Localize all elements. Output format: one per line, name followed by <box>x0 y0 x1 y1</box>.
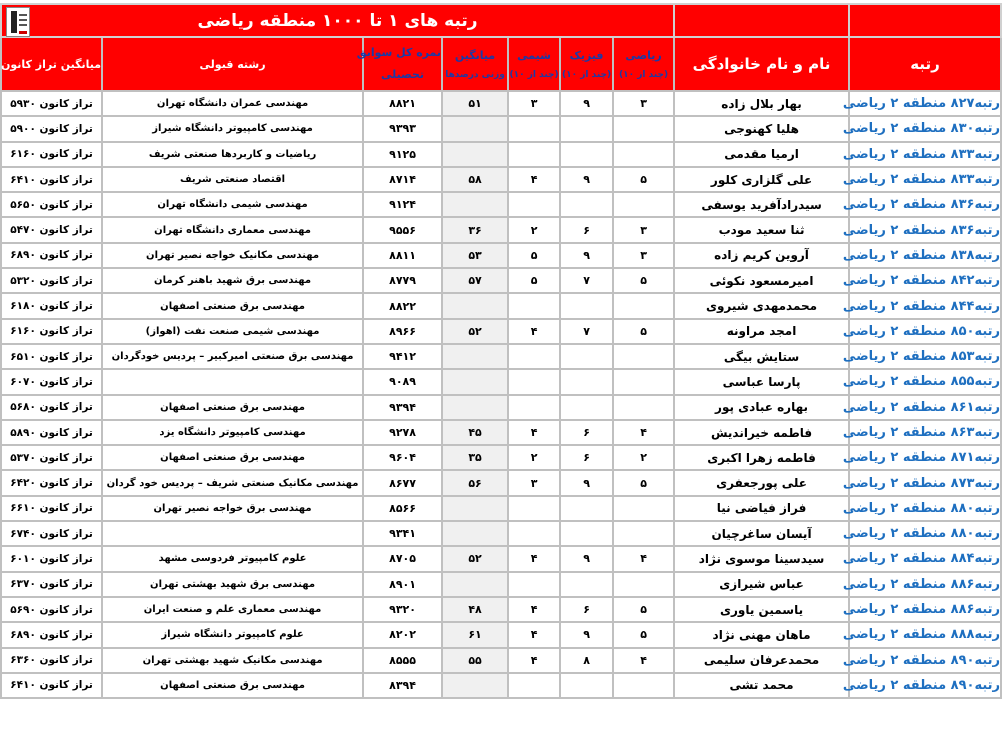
cell-average: ۵۵ <box>442 648 508 673</box>
cell-record: ۸۶۷۷ <box>363 470 442 495</box>
cell-major: مهندسی برق شهید بهشتی تهران <box>102 572 363 597</box>
cell-chemistry: ۳ <box>508 91 560 116</box>
header-physics-sub: (چند از ۱۰) <box>561 70 612 80</box>
cell-chemistry <box>508 496 560 521</box>
cell-record: ۸۳۹۴ <box>363 673 442 698</box>
cell-average <box>442 496 508 521</box>
cell-kanoon: تراز کانون ۶۰۷۰ <box>1 369 102 394</box>
cell-average <box>442 572 508 597</box>
header-physics-label: فیزیک <box>569 49 604 62</box>
cell-name: عباس شیرازی <box>674 572 849 597</box>
cell-kanoon: تراز کانون ۶۸۹۰ <box>1 622 102 647</box>
cell-kanoon: تراز کانون ۶۱۸۰ <box>1 293 102 318</box>
cell-average <box>442 344 508 369</box>
cell-chemistry: ۴ <box>508 622 560 647</box>
cell-kanoon: تراز کانون ۶۰۱۰ <box>1 546 102 571</box>
cell-name: فاطمه زهرا اکبری <box>674 445 849 470</box>
cell-record: ۹۴۱۲ <box>363 344 442 369</box>
cell-rank: رتبه۸۹۰ منطقه ۲ ریاضی <box>849 673 1001 698</box>
cell-record: ۸۵۵۵ <box>363 648 442 673</box>
cell-physics: ۶ <box>560 420 613 445</box>
cell-chemistry <box>508 572 560 597</box>
header-record-label: نمره کل سوابق <box>356 46 442 59</box>
cell-chemistry: ۴ <box>508 546 560 571</box>
cell-chemistry <box>508 395 560 420</box>
cell-math <box>613 116 674 141</box>
cell-average <box>442 142 508 167</box>
header-major: رشته قبولی <box>102 37 363 91</box>
cell-physics: ۶ <box>560 217 613 242</box>
title-rank-cell <box>849 4 1001 37</box>
cell-chemistry <box>508 192 560 217</box>
cell-physics <box>560 572 613 597</box>
cell-kanoon: تراز کانون ۶۱۶۰ <box>1 142 102 167</box>
cell-physics: ۷ <box>560 268 613 293</box>
cell-record: ۸۷۰۵ <box>363 546 442 571</box>
cell-chemistry: ۴ <box>508 420 560 445</box>
cell-major: مهندسی کامپیوتر دانشگاه یزد <box>102 420 363 445</box>
cell-math <box>613 293 674 318</box>
cell-physics <box>560 521 613 546</box>
table-row <box>1 91 1001 116</box>
cell-average: ۵۱ <box>442 91 508 116</box>
title-cell <box>1 4 674 37</box>
cell-major: اقتصاد صنعتی شریف <box>102 167 363 192</box>
cell-math: ۳ <box>613 217 674 242</box>
cell-record: ۸۸۲۲ <box>363 293 442 318</box>
cell-physics <box>560 496 613 521</box>
cell-rank: رتبه۸۸۶ منطقه ۲ ریاضی <box>849 597 1001 622</box>
cell-rank: رتبه۸۲۷ منطقه ۲ ریاضی <box>849 91 1001 116</box>
cell-record: ۹۶۰۴ <box>363 445 442 470</box>
header-math-label: ریاضی <box>625 49 662 62</box>
table-row <box>1 369 1001 394</box>
header-name: نام و نام خانوادگی <box>674 37 849 91</box>
cell-math <box>613 142 674 167</box>
header-rank: رتبه <box>849 37 1001 91</box>
cell-rank: رتبه۸۳۰ منطقه ۲ ریاضی <box>849 116 1001 141</box>
cell-kanoon: تراز کانون ۶۶۱۰ <box>1 496 102 521</box>
cell-kanoon: تراز کانون ۵۶۸۰ <box>1 395 102 420</box>
cell-major: مهندسی برق صنعتی امیرکبیر – پردیس خودگردان <box>102 344 363 369</box>
cell-chemistry: ۲ <box>508 217 560 242</box>
cell-physics: ۸ <box>560 648 613 673</box>
cell-record: ۸۸۱۱ <box>363 243 442 268</box>
cell-kanoon: تراز کانون ۶۴۱۰ <box>1 167 102 192</box>
cell-rank: رتبه۸۳۸ منطقه ۲ ریاضی <box>849 243 1001 268</box>
header-chemistry-sub: (چند از ۱۰) <box>509 70 559 80</box>
cell-kanoon: تراز کانون ۵۴۷۰ <box>1 217 102 242</box>
header-record <box>356 37 442 91</box>
cell-math: ۵ <box>613 268 674 293</box>
cell-chemistry <box>508 369 560 394</box>
cell-record: ۹۱۲۵ <box>363 142 442 167</box>
cell-chemistry: ۴ <box>508 648 560 673</box>
cell-average: ۵۲ <box>442 319 508 344</box>
cell-average: ۳۶ <box>442 217 508 242</box>
cell-record: ۸۷۷۹ <box>363 268 442 293</box>
cell-name: هلیا کهنوجی <box>674 116 849 141</box>
ranking-table <box>0 3 1002 699</box>
header-record-sub: تحصیلی <box>381 68 425 81</box>
cell-physics: ۶ <box>560 445 613 470</box>
cell-record: ۸۸۲۱ <box>363 91 442 116</box>
title-row <box>1 4 1001 37</box>
cell-rank: رتبه۸۹۰ منطقه ۲ ریاضی <box>849 648 1001 673</box>
cell-record: ۹۱۲۴ <box>363 192 442 217</box>
cell-chemistry: ۴ <box>508 319 560 344</box>
cell-name: امجد مراونه <box>674 319 849 344</box>
cell-math: ۵ <box>613 597 674 622</box>
cell-kanoon: تراز کانون ۶۸۹۰ <box>1 243 102 268</box>
cell-record: ۹۳۴۱ <box>363 521 442 546</box>
cell-chemistry <box>508 521 560 546</box>
cell-record: ۸۵۶۶ <box>363 496 442 521</box>
cell-kanoon: تراز کانون ۵۳۷۰ <box>1 445 102 470</box>
cell-chemistry: ۵ <box>508 243 560 268</box>
cell-record: ۹۵۵۶ <box>363 217 442 242</box>
cell-kanoon: تراز کانون ۶۷۴۰ <box>1 521 102 546</box>
cell-name: فراز فیاضی نیا <box>674 496 849 521</box>
table-row <box>1 192 1001 217</box>
cell-physics: ۹ <box>560 91 613 116</box>
cell-kanoon: تراز کانون ۵۳۲۰ <box>1 268 102 293</box>
header-chemistry-label: شیمی <box>517 49 551 62</box>
table-row <box>1 319 1001 344</box>
cell-rank: رتبه۸۳۶ منطقه ۲ ریاضی <box>849 192 1001 217</box>
cell-chemistry <box>508 142 560 167</box>
table-row <box>1 268 1001 293</box>
cell-chemistry: ۴ <box>508 597 560 622</box>
header-kanoon: میانگین تراز کانون <box>1 37 102 91</box>
cell-major <box>102 369 363 394</box>
cell-rank: رتبه۸۵۰ منطقه ۲ ریاضی <box>849 319 1001 344</box>
header-math <box>613 37 674 91</box>
table-body <box>1 91 1001 698</box>
cell-physics: ۹ <box>560 622 613 647</box>
table-row <box>1 597 1001 622</box>
cell-name: علی پورجعفری <box>674 470 849 495</box>
cell-name: ثنا سعید مودب <box>674 217 849 242</box>
cell-record: ۹۳۹۳ <box>363 116 442 141</box>
cell-average <box>442 521 508 546</box>
page-title: رتبه های ۱ تا ۱۰۰۰ منطقه ریاضی <box>197 10 478 31</box>
table-row <box>1 521 1001 546</box>
table-row <box>1 572 1001 597</box>
cell-record: ۸۹۰۱ <box>363 572 442 597</box>
header-chemistry <box>508 37 560 91</box>
cell-math: ۴ <box>613 420 674 445</box>
cell-math: ۳ <box>613 91 674 116</box>
cell-major: مهندسی برق خواجه نصیر تهران <box>102 496 363 521</box>
cell-name: آروین کریم زاده <box>674 243 849 268</box>
cell-major: مهندسی برق صنعتی اصفهان <box>102 445 363 470</box>
cell-rank: رتبه۸۵۳ منطقه ۲ ریاضی <box>849 344 1001 369</box>
cell-physics: ۹ <box>560 167 613 192</box>
cell-rank: رتبه۸۸۰ منطقه ۲ ریاضی <box>849 521 1001 546</box>
cell-kanoon: تراز کانون ۵۶۵۰ <box>1 192 102 217</box>
cell-kanoon: تراز کانون ۵۹۳۰ <box>1 91 102 116</box>
cell-chemistry: ۵ <box>508 268 560 293</box>
cell-rank: رتبه۸۶۳ منطقه ۲ ریاضی <box>849 420 1001 445</box>
cell-math: ۴ <box>613 648 674 673</box>
cell-major: مهندسی معماری علم و صنعت ایران <box>102 597 363 622</box>
cell-average <box>442 293 508 318</box>
table-row <box>1 622 1001 647</box>
cell-physics <box>560 673 613 698</box>
header-average <box>442 37 508 91</box>
cell-math <box>613 673 674 698</box>
cell-physics <box>560 116 613 141</box>
table-row <box>1 648 1001 673</box>
cell-major: علوم کامپیوتر دانشگاه شیراز <box>102 622 363 647</box>
cell-name: سیدرادآفرید یوسفی <box>674 192 849 217</box>
cell-name: ارمیا مقدمی <box>674 142 849 167</box>
cell-math <box>613 369 674 394</box>
cell-physics <box>560 293 613 318</box>
cell-major: مهندسی کامپیوتر دانشگاه شیراز <box>102 116 363 141</box>
cell-math <box>613 192 674 217</box>
header-average-sub: وزنی درصدها <box>445 70 505 80</box>
table-row <box>1 445 1001 470</box>
cell-rank: رتبه۸۵۵ منطقه ۲ ریاضی <box>849 369 1001 394</box>
cell-record: ۹۳۲۰ <box>363 597 442 622</box>
cell-math <box>613 344 674 369</box>
cell-kanoon: تراز کانون ۵۸۹۰ <box>1 420 102 445</box>
cell-major: مهندسی شیمی دانشگاه تهران <box>102 192 363 217</box>
cell-math: ۵ <box>613 622 674 647</box>
cell-average <box>442 116 508 141</box>
cell-average: ۳۵ <box>442 445 508 470</box>
table-row <box>1 243 1001 268</box>
cell-math <box>613 395 674 420</box>
cell-average <box>442 192 508 217</box>
cell-major: مهندسی عمران دانشگاه تهران <box>102 91 363 116</box>
header-average-label: میانگین <box>454 49 496 62</box>
cell-name: علی گلزاری کلور <box>674 167 849 192</box>
cell-chemistry: ۴ <box>508 167 560 192</box>
cell-average: ۵۸ <box>442 167 508 192</box>
cell-rank: رتبه۸۸۴ منطقه ۲ ریاضی <box>849 546 1001 571</box>
cell-major: مهندسی مکانیک شهید بهشتی تهران <box>102 648 363 673</box>
cell-rank: رتبه۸۳۶ منطقه ۲ ریاضی <box>849 217 1001 242</box>
table-row <box>1 217 1001 242</box>
cell-average: ۶۱ <box>442 622 508 647</box>
table-row <box>1 167 1001 192</box>
cell-chemistry <box>508 293 560 318</box>
cell-chemistry <box>508 344 560 369</box>
header-physics <box>560 37 613 91</box>
cell-kanoon: تراز کانون ۶۵۱۰ <box>1 344 102 369</box>
kanoon-logo-icon <box>6 7 30 37</box>
cell-physics: ۶ <box>560 597 613 622</box>
cell-major <box>102 521 363 546</box>
cell-name: محمدعرفان سلیمی <box>674 648 849 673</box>
cell-record: ۸۹۶۶ <box>363 319 442 344</box>
cell-chemistry <box>508 673 560 698</box>
table-row <box>1 470 1001 495</box>
cell-physics <box>560 192 613 217</box>
cell-physics <box>560 369 613 394</box>
cell-physics: ۹ <box>560 243 613 268</box>
table-row <box>1 673 1001 698</box>
cell-chemistry: ۳ <box>508 470 560 495</box>
cell-rank: رتبه۸۸۰ منطقه ۲ ریاضی <box>849 496 1001 521</box>
cell-average: ۵۳ <box>442 243 508 268</box>
cell-average <box>442 369 508 394</box>
table-row <box>1 142 1001 167</box>
cell-math: ۴ <box>613 546 674 571</box>
cell-average: ۵۶ <box>442 470 508 495</box>
table-row <box>1 344 1001 369</box>
table-row <box>1 395 1001 420</box>
cell-name: بهار بلال زاده <box>674 91 849 116</box>
cell-math: ۵ <box>613 319 674 344</box>
cell-kanoon: تراز کانون ۶۴۱۰ <box>1 673 102 698</box>
cell-math <box>613 496 674 521</box>
cell-kanoon: تراز کانون ۵۹۰۰ <box>1 116 102 141</box>
cell-rank: رتبه۸۸۸ منطقه ۲ ریاضی <box>849 622 1001 647</box>
cell-kanoon: تراز کانون ۶۳۶۰ <box>1 648 102 673</box>
cell-name: یاسمین یاوری <box>674 597 849 622</box>
cell-record: ۸۲۰۲ <box>363 622 442 647</box>
cell-rank: رتبه۸۴۲ منطقه ۲ ریاضی <box>849 268 1001 293</box>
cell-record: ۹۲۷۸ <box>363 420 442 445</box>
cell-average: ۵۲ <box>442 546 508 571</box>
cell-chemistry <box>508 116 560 141</box>
cell-major: مهندسی مکانیک صنعتی شریف – پردیس خود گردان <box>102 470 363 495</box>
cell-name: ماهان مهنی نژاد <box>674 622 849 647</box>
header-math-sub: (چند از ۱۰) <box>618 70 669 80</box>
cell-major: مهندسی برق صنعتی اصفهان <box>102 395 363 420</box>
cell-major: ریاضیات و کاربردها صنعتی شریف <box>102 142 363 167</box>
cell-name: محمد تشی <box>674 673 849 698</box>
table-row <box>1 293 1001 318</box>
cell-physics: ۹ <box>560 546 613 571</box>
cell-physics <box>560 142 613 167</box>
cell-major: مهندسی برق صنعتی اصفهان <box>102 673 363 698</box>
cell-major: مهندسی برق صنعتی اصفهان <box>102 293 363 318</box>
cell-chemistry: ۲ <box>508 445 560 470</box>
cell-math <box>613 572 674 597</box>
cell-major: مهندسی شیمی صنعت نفت (اهواز) <box>102 319 363 344</box>
cell-kanoon: تراز کانون ۵۶۹۰ <box>1 597 102 622</box>
cell-average: ۴۵ <box>442 420 508 445</box>
cell-major: مهندسی برق شهید باهنر کرمان <box>102 268 363 293</box>
cell-math: ۲ <box>613 445 674 470</box>
cell-rank: رتبه۸۸۶ منطقه ۲ ریاضی <box>849 572 1001 597</box>
cell-average: ۴۸ <box>442 597 508 622</box>
cell-physics: ۹ <box>560 470 613 495</box>
cell-rank: رتبه۸۴۴ منطقه ۲ ریاضی <box>849 293 1001 318</box>
cell-rank: رتبه۸۷۱ منطقه ۲ ریاضی <box>849 445 1001 470</box>
cell-math <box>613 521 674 546</box>
cell-average <box>442 395 508 420</box>
cell-math: ۵ <box>613 167 674 192</box>
cell-name: محمدمهدی شیروی <box>674 293 849 318</box>
cell-name: سیدسینا موسوی نژاد <box>674 546 849 571</box>
cell-math: ۳ <box>613 243 674 268</box>
cell-name: پارسا عباسی <box>674 369 849 394</box>
cell-rank: رتبه۸۷۳ منطقه ۲ ریاضی <box>849 470 1001 495</box>
table-row <box>1 116 1001 141</box>
cell-physics: ۷ <box>560 319 613 344</box>
column-header-row <box>1 37 1001 91</box>
cell-kanoon: تراز کانون ۶۳۷۰ <box>1 572 102 597</box>
cell-physics <box>560 344 613 369</box>
cell-rank: رتبه۸۳۳ منطقه ۲ ریاضی <box>849 167 1001 192</box>
cell-name: فاطمه خیراندیش <box>674 420 849 445</box>
title-name-cell <box>674 4 849 37</box>
cell-name: امیرمسعود نکوئی <box>674 268 849 293</box>
cell-record: ۹۳۹۴ <box>363 395 442 420</box>
cell-major: مهندسی مکانیک خواجه نصیر تهران <box>102 243 363 268</box>
table-row <box>1 420 1001 445</box>
cell-name: ستایش بیگی <box>674 344 849 369</box>
cell-kanoon: تراز کانون ۶۴۲۰ <box>1 470 102 495</box>
cell-major: مهندسی معماری دانشگاه تهران <box>102 217 363 242</box>
cell-major: علوم کامپیوتر فردوسی مشهد <box>102 546 363 571</box>
cell-physics <box>560 395 613 420</box>
cell-rank: رتبه۸۶۱ منطقه ۲ ریاضی <box>849 395 1001 420</box>
cell-kanoon: تراز کانون ۶۱۶۰ <box>1 319 102 344</box>
cell-rank: رتبه۸۳۳ منطقه ۲ ریاضی <box>849 142 1001 167</box>
cell-average <box>442 673 508 698</box>
cell-name: آیسان ساغرچیان <box>674 521 849 546</box>
cell-name: بهاره عبادی پور <box>674 395 849 420</box>
cell-math: ۵ <box>613 470 674 495</box>
cell-record: ۸۷۱۴ <box>363 167 442 192</box>
cell-record: ۹۰۸۹ <box>363 369 442 394</box>
cell-average: ۵۷ <box>442 268 508 293</box>
table-row <box>1 496 1001 521</box>
table-row <box>1 546 1001 571</box>
